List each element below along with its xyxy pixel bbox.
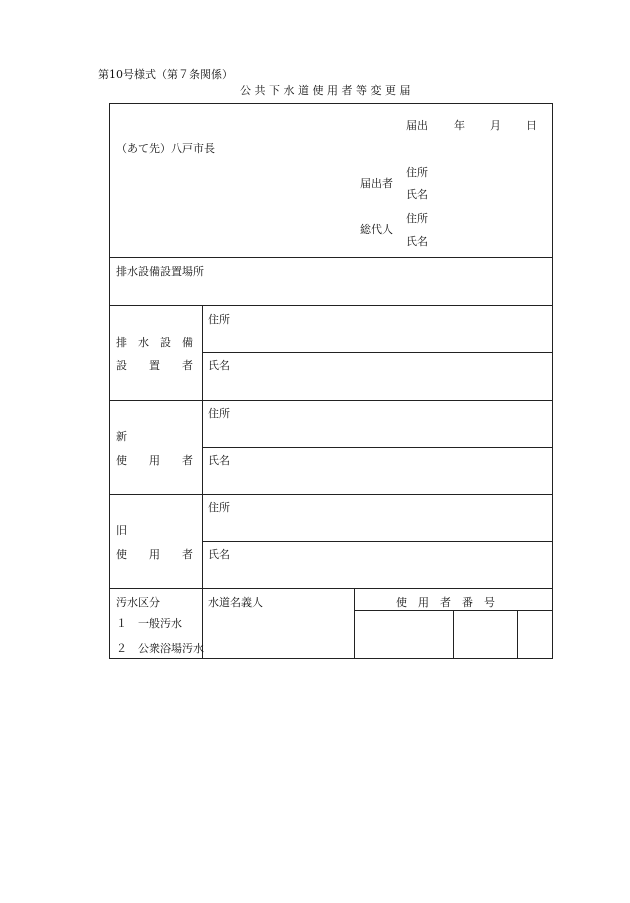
- representative-address-label: 住所: [406, 212, 428, 225]
- year-label: 年: [454, 119, 465, 132]
- form-number: 第10号様式（第７条関係）: [98, 68, 233, 81]
- installer-label-line1: 排 水 設 備: [116, 336, 193, 349]
- installation-location-label: 排水設備設置場所: [116, 265, 204, 278]
- new-user-address-label: 住所: [208, 407, 230, 420]
- sewage-option-bathhouse: ２ 公衆浴場汚水: [116, 642, 204, 655]
- installer-label-line2: 設 置 者: [116, 359, 193, 372]
- applicant-name-label: 氏名: [406, 188, 428, 201]
- new-user-name-label: 氏名: [208, 454, 230, 467]
- form-title: 公 共 下 水 道 使 用 者 等 変 更 届: [240, 84, 411, 97]
- water-account-label: 水道名義人: [208, 596, 263, 609]
- new-user-label-line1: 新: [116, 430, 127, 443]
- old-user-label-line2: 使 用 者: [116, 548, 193, 561]
- new-user-label-line2: 使 用 者: [116, 454, 193, 467]
- addressee: （あて先）八戸市長: [116, 142, 215, 155]
- applicant-label: 届出者: [360, 177, 393, 190]
- representative-name-label: 氏名: [406, 235, 428, 248]
- installer-name-label: 氏名: [208, 359, 230, 372]
- old-user-name-label: 氏名: [208, 548, 230, 561]
- user-number-label: 使 用 者 番 号: [396, 596, 495, 609]
- old-user-address-label: 住所: [208, 501, 230, 514]
- sewage-type-label: 汚水区分: [116, 596, 160, 609]
- old-user-label-line1: 旧: [116, 524, 127, 537]
- applicant-address-label: 住所: [406, 166, 428, 179]
- sewage-option-general: １ 一般汚水: [116, 617, 182, 630]
- month-label: 月: [490, 119, 501, 132]
- installer-address-label: 住所: [208, 313, 230, 326]
- date-label: 届出: [406, 119, 428, 132]
- day-label: 日: [526, 119, 537, 132]
- representative-label: 総代人: [360, 223, 393, 236]
